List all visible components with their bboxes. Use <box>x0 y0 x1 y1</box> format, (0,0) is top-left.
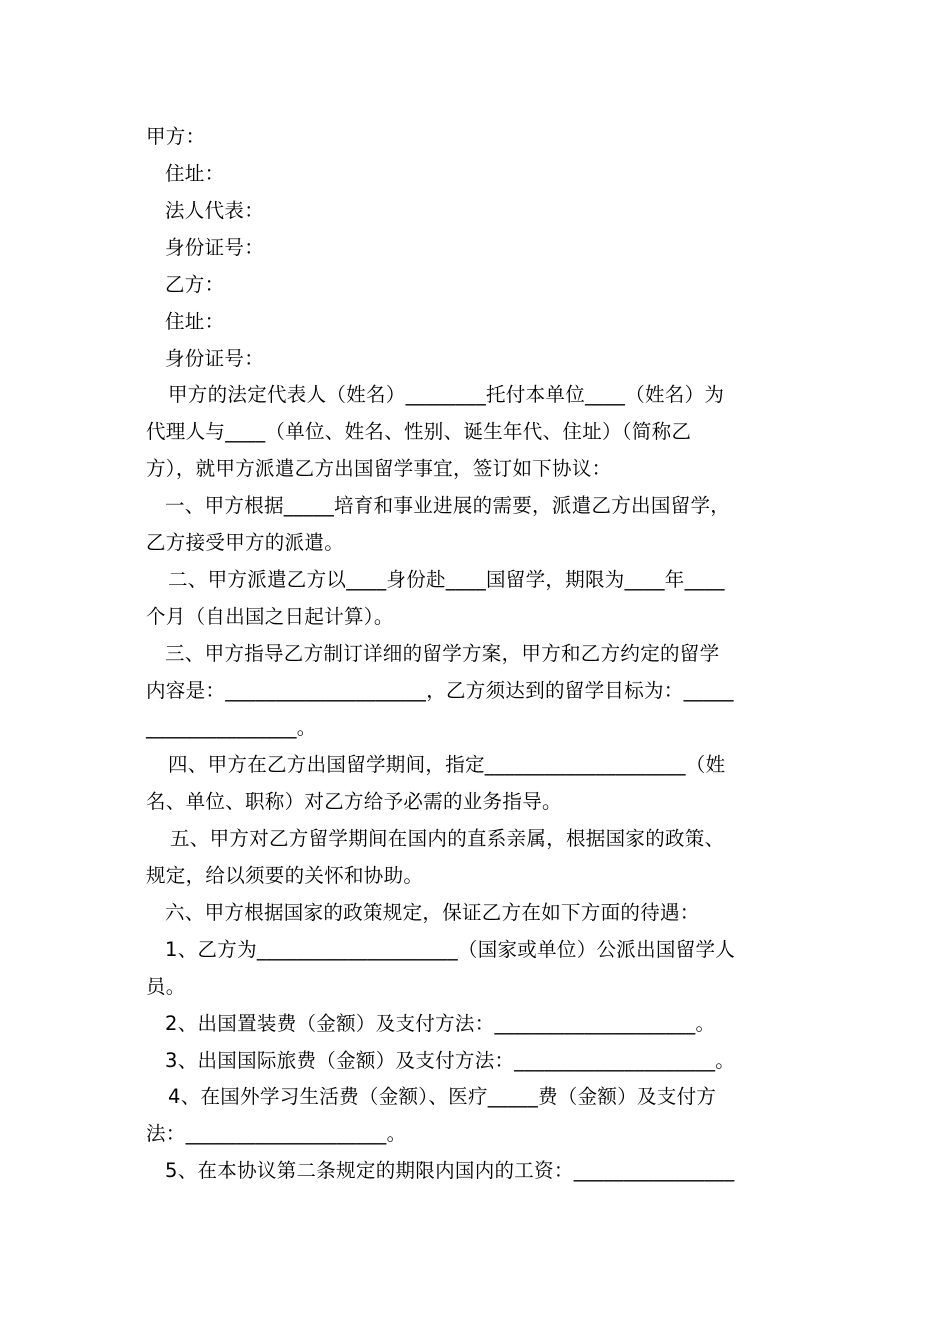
clause-6-item-1-line-1: 1、乙方为____________________（国家或单位）公派出国留学人 <box>165 938 736 961</box>
clause-3-line-3: _______________。 <box>146 716 317 739</box>
party-a-id-number-label: 身份证号： <box>165 236 265 259</box>
clause-6-item-4-line-2: 法：____________________。 <box>146 1122 407 1145</box>
party-b-label: 乙方： <box>165 273 225 296</box>
party-b-address-label: 住址： <box>165 310 225 333</box>
clause-3-line-1: 三、甲方指导乙方制订详细的留学方案，甲方和乙方约定的留学 <box>165 642 720 665</box>
clause-6-item-2: 2、出国置装费（金额）及支付方法：____________________。 <box>165 1012 716 1035</box>
clause-5-line-1: 五、甲方对乙方留学期间在国内的直系亲属，根据国家的政策、 <box>170 827 725 850</box>
clause-4-line-2: 名、单位、职称）对乙方给予必需的业务指导。 <box>146 790 562 813</box>
clause-3-line-2: 内容是：____________________，乙方须达到的留学目标为：_____ <box>146 679 734 702</box>
clause-6-item-3: 3、出国国际旅费（金额）及支付方法：____________________。 <box>165 1049 736 1072</box>
preamble-line-1: 甲方的法定代表人（姓名）________托付本单位____（姓名）为 <box>168 383 725 406</box>
clause-5-line-2: 规定，给以须要的关怀和协助。 <box>146 864 424 887</box>
party-a-address-label: 住址： <box>165 162 225 185</box>
party-b-id-number-label: 身份证号： <box>165 347 265 370</box>
clause-2-line-2: 个月（自出国之日起计算）。 <box>146 605 394 628</box>
preamble-line-2: 代理人与____（单位、姓名、性别、诞生年代、住址）（简称乙 <box>146 420 692 443</box>
clause-6-item-5-line-1: 5、在本协议第二条规定的期限内国内的工资：________________ <box>165 1159 735 1182</box>
clause-6-item-4-line-1: 4、在国外学习生活费（金额）、医疗_____费（金额）及支付方 <box>168 1085 717 1108</box>
clause-1-line-2: 乙方接受甲方的派遣。 <box>146 531 345 554</box>
preamble-line-3: 方），就甲方派遣乙方出国留学事宜，签订如下协议： <box>146 457 612 480</box>
clause-1-line-1: 一、甲方根据_____培育和事业进展的需要，派遣乙方出国留学， <box>165 494 731 517</box>
legal-representative-label: 法人代表： <box>165 199 265 222</box>
clause-4-line-1: 四、甲方在乙方出国留学期间，指定____________________（姓 <box>168 753 726 776</box>
party-a-label: 甲方： <box>146 125 206 148</box>
clause-6-heading: 六、甲方根据国家的政策规定，保证乙方在如下方面的待遇： <box>165 901 700 924</box>
clause-2-line-1: 二、甲方派遣乙方以____身份赴____国留学，期限为____年____ <box>168 568 725 591</box>
clause-6-item-1-line-2: 员。 <box>146 975 186 998</box>
